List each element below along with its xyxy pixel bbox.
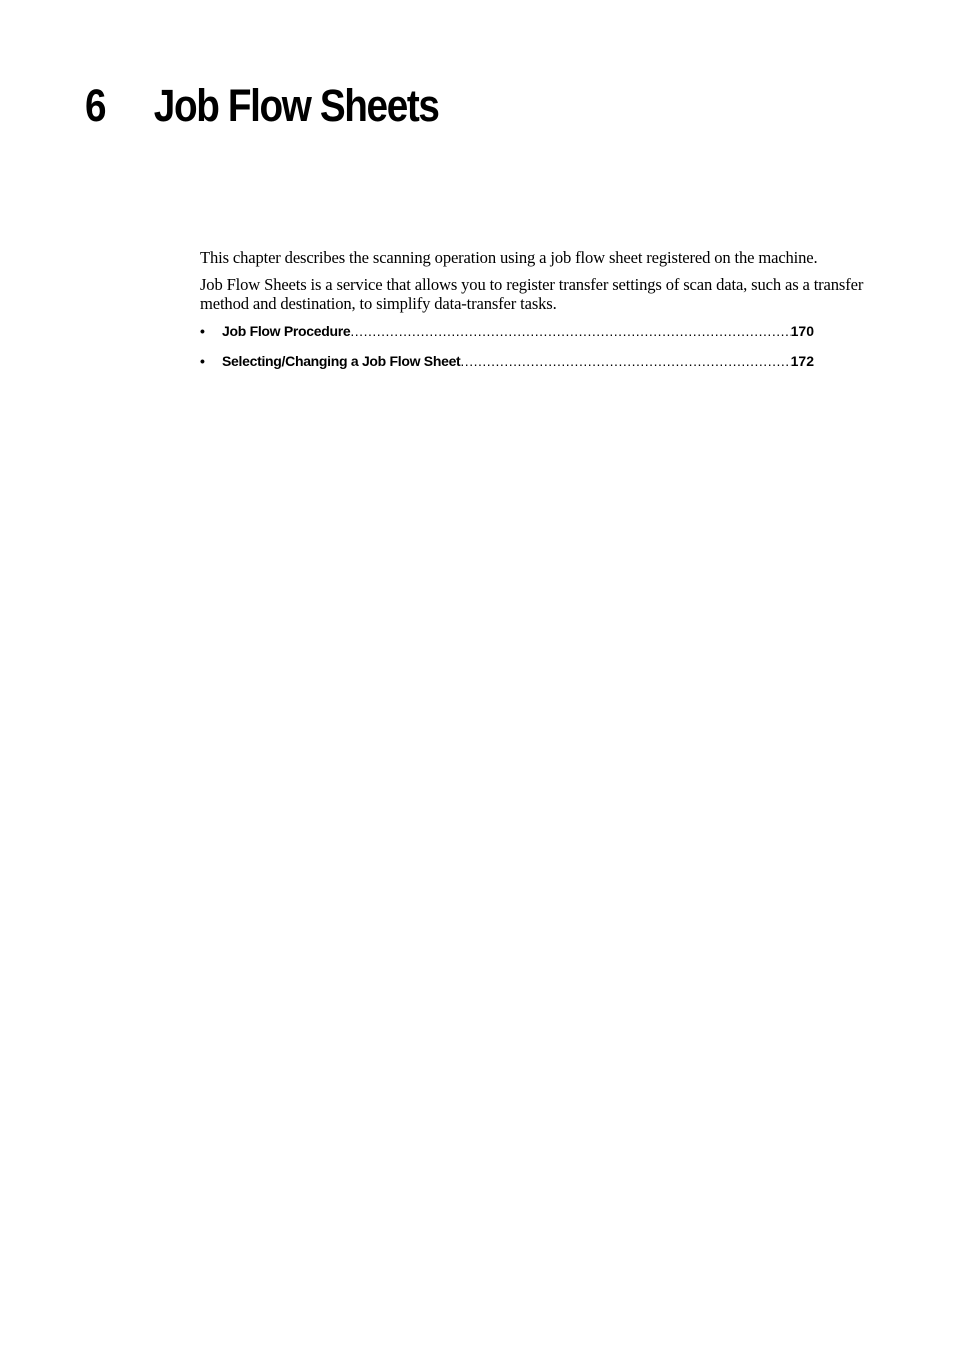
dot-leader — [350, 322, 790, 340]
chapter-body — [200, 248, 870, 382]
dot-leader — [460, 352, 790, 370]
toc-page-number[interactable]: 172 — [790, 353, 814, 369]
intro-paragraph: This chapter describes the scanning operation using a job flow sheet registered on the machine. — [200, 248, 818, 267]
bullet-icon: • — [200, 353, 205, 369]
chapter-number: 6 — [85, 80, 106, 131]
intro-paragraph: Job Flow Sheets is a service that allows you to register transfer settings of scan data, such as a transfer method and destination, to simplify data-transfer tasks. — [200, 275, 864, 313]
bullet-icon: • — [200, 323, 205, 339]
table-of-contents — [200, 322, 870, 382]
toc-page-number[interactable]: 170 — [790, 323, 814, 339]
toc-link-title[interactable]: Job Flow Procedure — [222, 323, 351, 339]
toc-link-title[interactable]: Selecting/Changing a Job Flow Sheet — [222, 353, 461, 369]
chapter-title: Job Flow Sheets — [153, 80, 439, 131]
chapter-heading — [85, 80, 439, 132]
toc-item-selecting-changing-job-flow-sheet[interactable] — [200, 352, 814, 382]
toc-item-job-flow-procedure[interactable] — [200, 322, 814, 352]
